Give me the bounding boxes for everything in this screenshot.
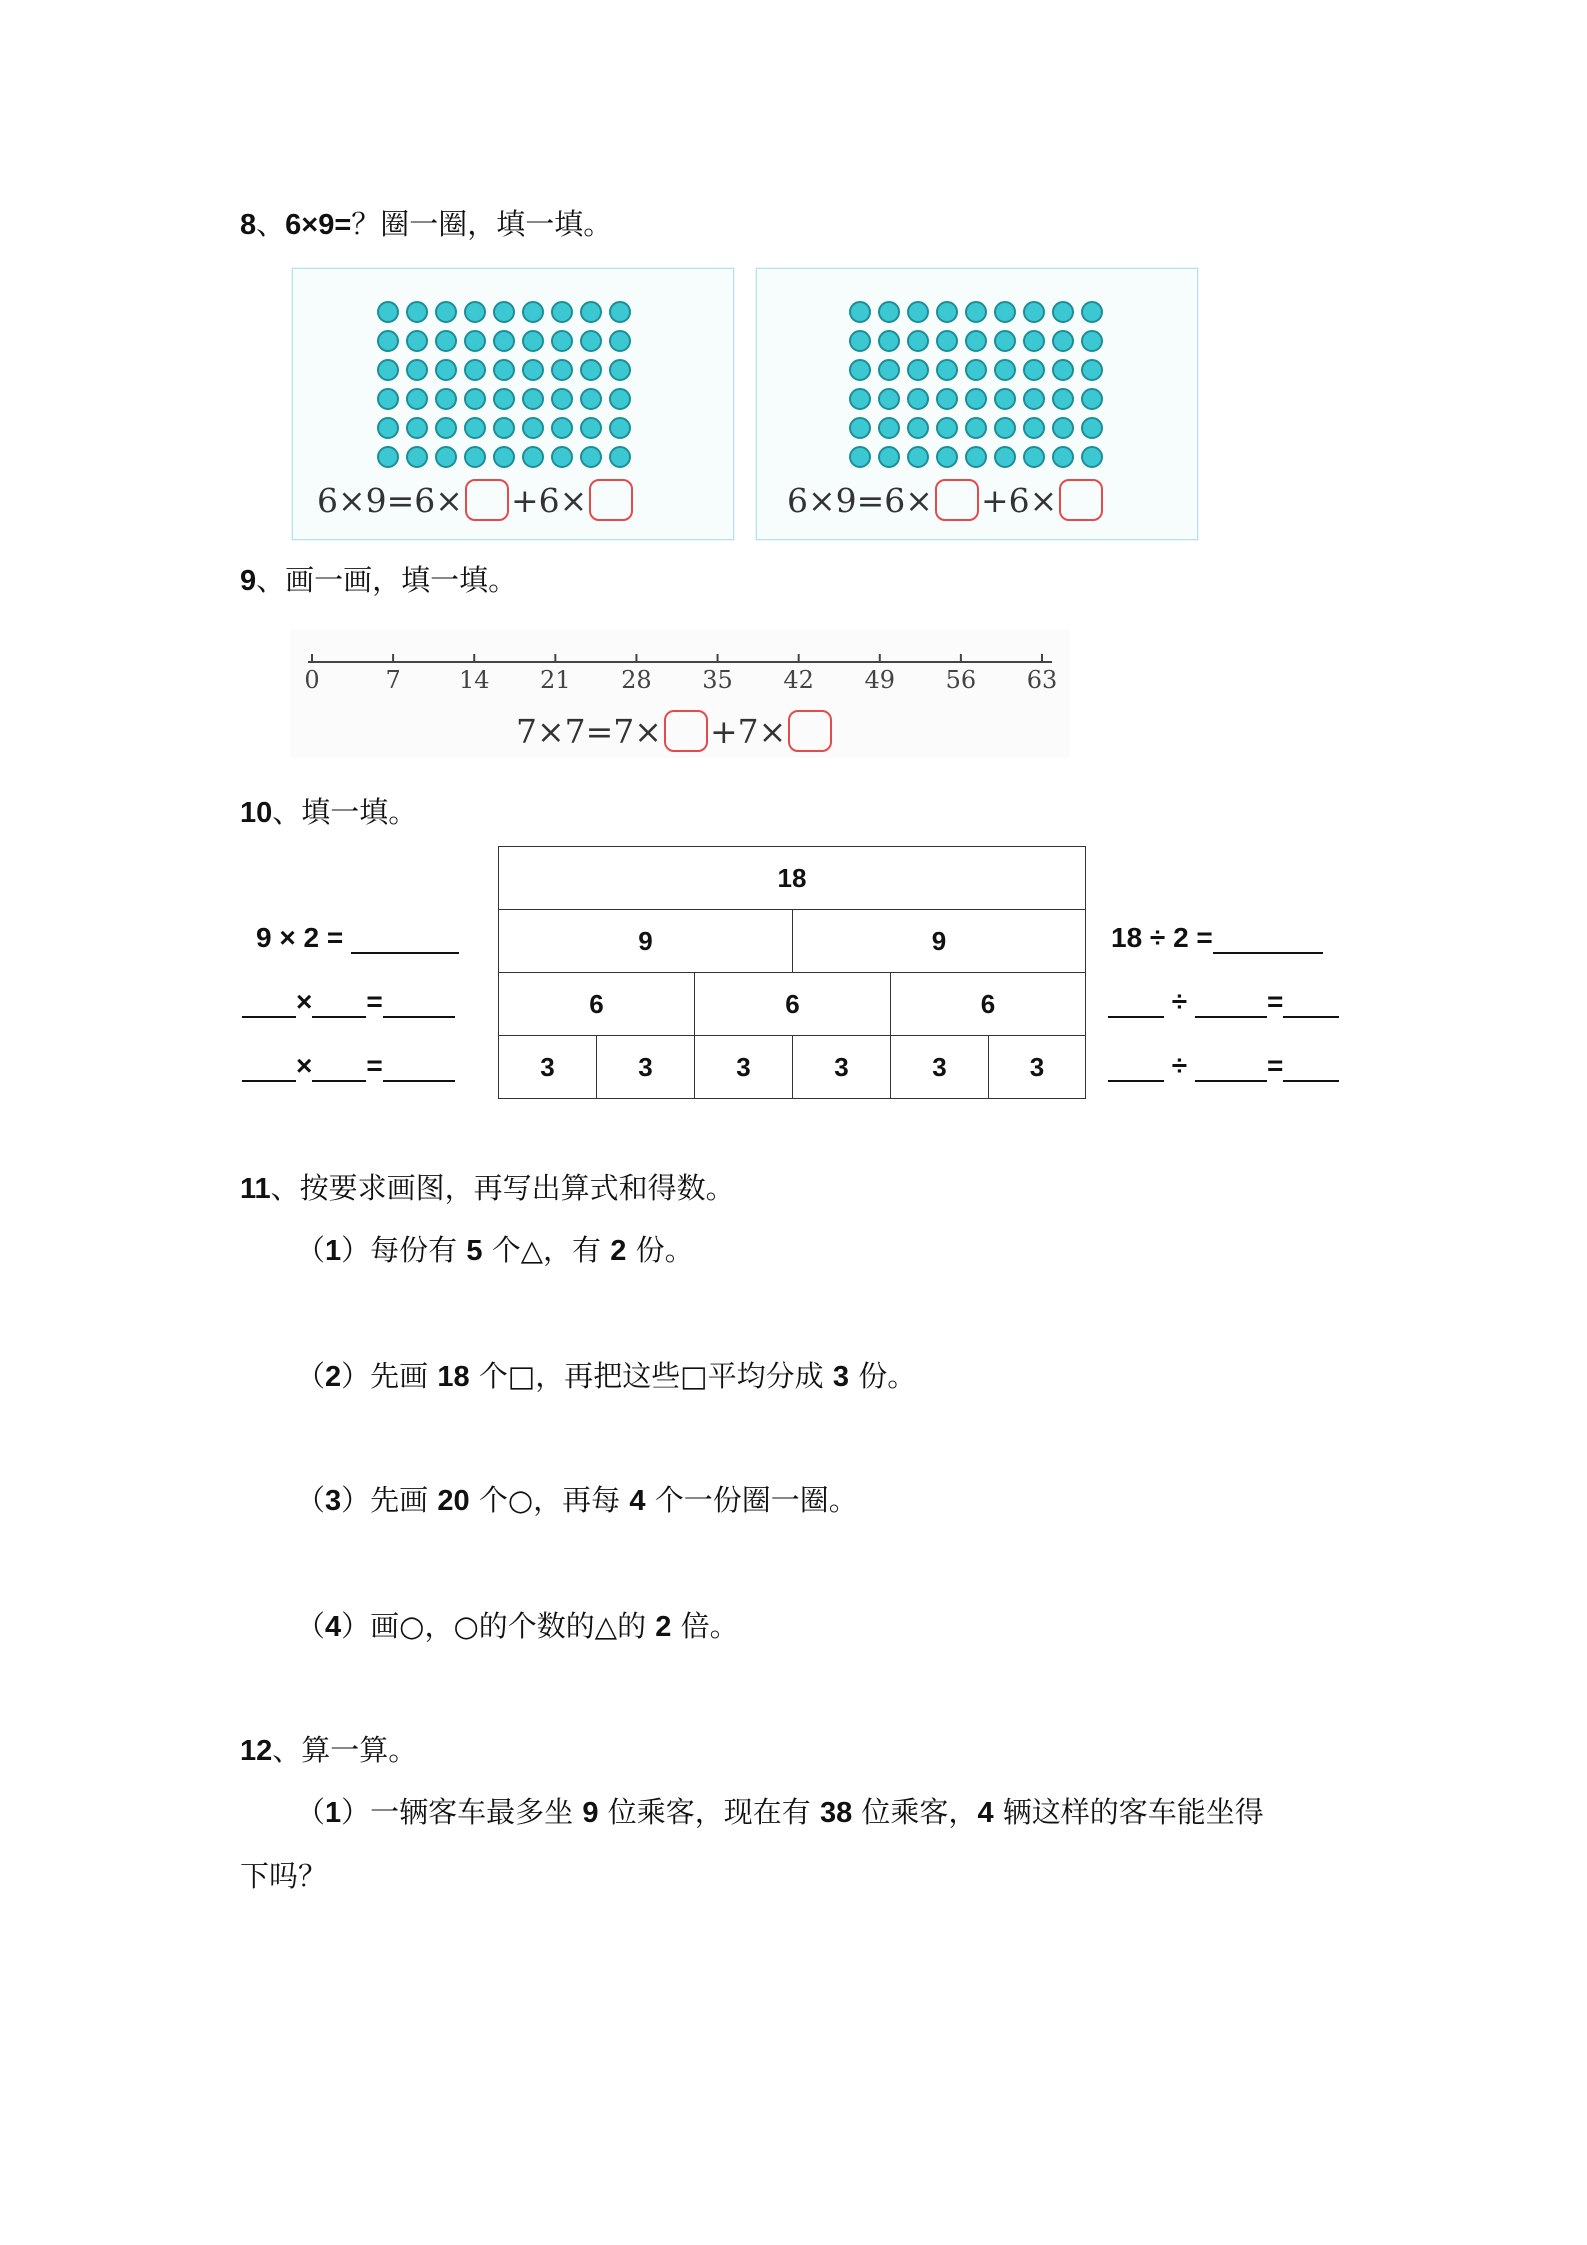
right-equation-2: ÷ = (1108, 986, 1339, 1018)
answer-blank[interactable] (242, 1050, 296, 1082)
dot (1052, 446, 1074, 468)
dot-card-2 (756, 268, 1198, 540)
q8-title: 8、6×9=？圈一圈，填一填。 (240, 207, 613, 241)
table-cell: 18 (499, 847, 1086, 910)
answer-blank[interactable] (312, 1050, 366, 1082)
dot (609, 388, 631, 410)
dot (377, 417, 399, 439)
left-equation-2: × = (242, 986, 455, 1018)
dot (551, 388, 573, 410)
dot (1023, 388, 1045, 410)
dot (1052, 330, 1074, 352)
dot (580, 359, 602, 381)
table-cell: 6 (695, 973, 891, 1036)
table-cell: 3 (597, 1036, 695, 1099)
q11-item-3: （3）先画 20 个○，再每 4 个一份圈一圈。 (296, 1483, 858, 1517)
q11-item-4: （4）画○，○的个数的△的 2 倍。 (296, 1609, 739, 1643)
dot (580, 388, 602, 410)
dot (1023, 359, 1045, 381)
dot (936, 417, 958, 439)
dot (1081, 301, 1103, 323)
dot (609, 359, 631, 381)
answer-blank[interactable] (1195, 1050, 1267, 1082)
answer-box[interactable] (465, 479, 509, 521)
dot (609, 446, 631, 468)
equation: 6×9=6× +6× (317, 479, 635, 521)
dot (551, 446, 573, 468)
tick-label: 0 (304, 666, 320, 694)
dot (994, 359, 1016, 381)
answer-blank[interactable] (312, 986, 366, 1018)
table-cell: 9 (499, 910, 793, 973)
dot (994, 301, 1016, 323)
dot (965, 446, 987, 468)
dot (994, 330, 1016, 352)
dot (551, 301, 573, 323)
dot (1052, 359, 1074, 381)
dot (878, 417, 900, 439)
dot (849, 359, 871, 381)
dot (406, 330, 428, 352)
q11-item-1: （1）每份有 5 个△，有 2 份。 (296, 1233, 694, 1267)
dot (464, 330, 486, 352)
dot (936, 301, 958, 323)
dot (878, 446, 900, 468)
dot (965, 330, 987, 352)
dot (493, 330, 515, 352)
dot (464, 388, 486, 410)
tick-label: 56 (945, 666, 977, 694)
dot (435, 388, 457, 410)
answer-blank[interactable] (1195, 986, 1267, 1018)
q11-title: 11、按要求画图，再写出算式和得数。 (240, 1171, 735, 1205)
table-cell: 3 (891, 1036, 989, 1099)
answer-blank[interactable] (351, 922, 459, 954)
tick-label: 7 (385, 666, 401, 694)
dot (965, 301, 987, 323)
dot (522, 359, 544, 381)
dot (406, 388, 428, 410)
q12-item-1: （1）一辆客车最多坐 9 位乘客，现在有 38 位乘客，4 辆这样的客车能坐得 (296, 1795, 1264, 1829)
table-cell: 3 (989, 1036, 1086, 1099)
tick-label: 49 (864, 666, 896, 694)
answer-blank[interactable] (1283, 1050, 1339, 1082)
answer-box[interactable] (589, 479, 633, 521)
table-cell: 9 (793, 910, 1086, 973)
dot (849, 330, 871, 352)
dot (907, 388, 929, 410)
dot (377, 388, 399, 410)
table-cell: 6 (891, 973, 1086, 1036)
answer-blank[interactable] (383, 1050, 455, 1082)
q10-title: 10、填一填。 (240, 795, 418, 829)
dot-card-1 (292, 268, 734, 540)
dot (464, 301, 486, 323)
dot (878, 388, 900, 410)
dot (907, 417, 929, 439)
dot (965, 388, 987, 410)
number-line-panel (290, 630, 1070, 758)
dot (994, 446, 1016, 468)
dot (1081, 388, 1103, 410)
dot (493, 446, 515, 468)
dot (551, 330, 573, 352)
answer-box[interactable] (935, 479, 979, 521)
left-equation-1: 9 × 2 = (256, 922, 459, 954)
dot (551, 417, 573, 439)
dot (1081, 359, 1103, 381)
dot (609, 417, 631, 439)
dot (580, 417, 602, 439)
dot (435, 359, 457, 381)
dot (1081, 417, 1103, 439)
table-cell: 6 (499, 973, 695, 1036)
dot (435, 417, 457, 439)
dot (849, 417, 871, 439)
dot (377, 301, 399, 323)
table-cell: 3 (695, 1036, 793, 1099)
right-equation-3: ÷ = (1108, 1050, 1339, 1082)
dot (464, 446, 486, 468)
answer-blank[interactable] (1213, 922, 1323, 954)
tick-label: 21 (540, 666, 571, 694)
dot (936, 359, 958, 381)
dot (609, 301, 631, 323)
division-table (498, 846, 1086, 1099)
dot (377, 446, 399, 468)
dot (936, 446, 958, 468)
dot (493, 359, 515, 381)
q11-item-2: （2）先画 18 个□，再把这些□平均分成 3 份。 (296, 1359, 917, 1393)
dot (965, 359, 987, 381)
dot (464, 417, 486, 439)
dot (406, 417, 428, 439)
dot (994, 417, 1016, 439)
dot (849, 388, 871, 410)
dot (1023, 301, 1045, 323)
dot (1023, 330, 1045, 352)
dot (493, 301, 515, 323)
equation: 6×9=6× +6× (787, 479, 1105, 521)
dot (1052, 388, 1074, 410)
table-cell: 3 (793, 1036, 891, 1099)
tick-label: 14 (458, 666, 490, 694)
dot (493, 417, 515, 439)
answer-box[interactable] (788, 710, 832, 752)
q12-title: 12、算一算。 (240, 1733, 418, 1767)
dot (936, 330, 958, 352)
dot (1023, 446, 1045, 468)
answer-box[interactable] (664, 710, 708, 752)
dot (1081, 330, 1103, 352)
dot (878, 330, 900, 352)
answer-blank[interactable] (1108, 986, 1164, 1018)
dot (907, 330, 929, 352)
dot (493, 388, 515, 410)
dot (406, 301, 428, 323)
dot (522, 301, 544, 323)
dot (878, 301, 900, 323)
dot (907, 359, 929, 381)
table-cell: 3 (499, 1036, 597, 1099)
dot (609, 330, 631, 352)
dot (522, 330, 544, 352)
right-equation-1: 18 ÷ 2 = (1111, 922, 1323, 954)
answer-blank[interactable] (1108, 1050, 1164, 1082)
dot (522, 417, 544, 439)
dot (907, 446, 929, 468)
dot (965, 417, 987, 439)
dot (936, 388, 958, 410)
dot (406, 359, 428, 381)
dot (1023, 417, 1045, 439)
left-equation-3: × = (242, 1050, 455, 1082)
tick-label: 63 (1026, 666, 1058, 694)
dot (377, 330, 399, 352)
dot (522, 388, 544, 410)
tick-label: 28 (621, 666, 652, 694)
dot (849, 301, 871, 323)
answer-blank[interactable] (242, 986, 296, 1018)
dot (580, 446, 602, 468)
tick-label: 42 (783, 666, 814, 694)
dot (1081, 446, 1103, 468)
dot (435, 446, 457, 468)
dot (435, 330, 457, 352)
dot (580, 301, 602, 323)
dot (435, 301, 457, 323)
q9-title: 9、画一画，填一填。 (240, 563, 518, 597)
dot (377, 359, 399, 381)
dot (1052, 301, 1074, 323)
dot (522, 446, 544, 468)
tick-label: 35 (702, 666, 733, 694)
dot (406, 446, 428, 468)
dot (849, 446, 871, 468)
answer-blank[interactable] (383, 986, 455, 1018)
dot (878, 359, 900, 381)
dot (1052, 417, 1074, 439)
equation: 7×7=7× +7× (516, 710, 834, 752)
q12-item-1-continuation: 下吗？ (240, 1859, 328, 1893)
dot (907, 301, 929, 323)
dot (464, 359, 486, 381)
dot (994, 388, 1016, 410)
answer-box[interactable] (1059, 479, 1103, 521)
dot (551, 359, 573, 381)
dot (580, 330, 602, 352)
answer-blank[interactable] (1283, 986, 1339, 1018)
